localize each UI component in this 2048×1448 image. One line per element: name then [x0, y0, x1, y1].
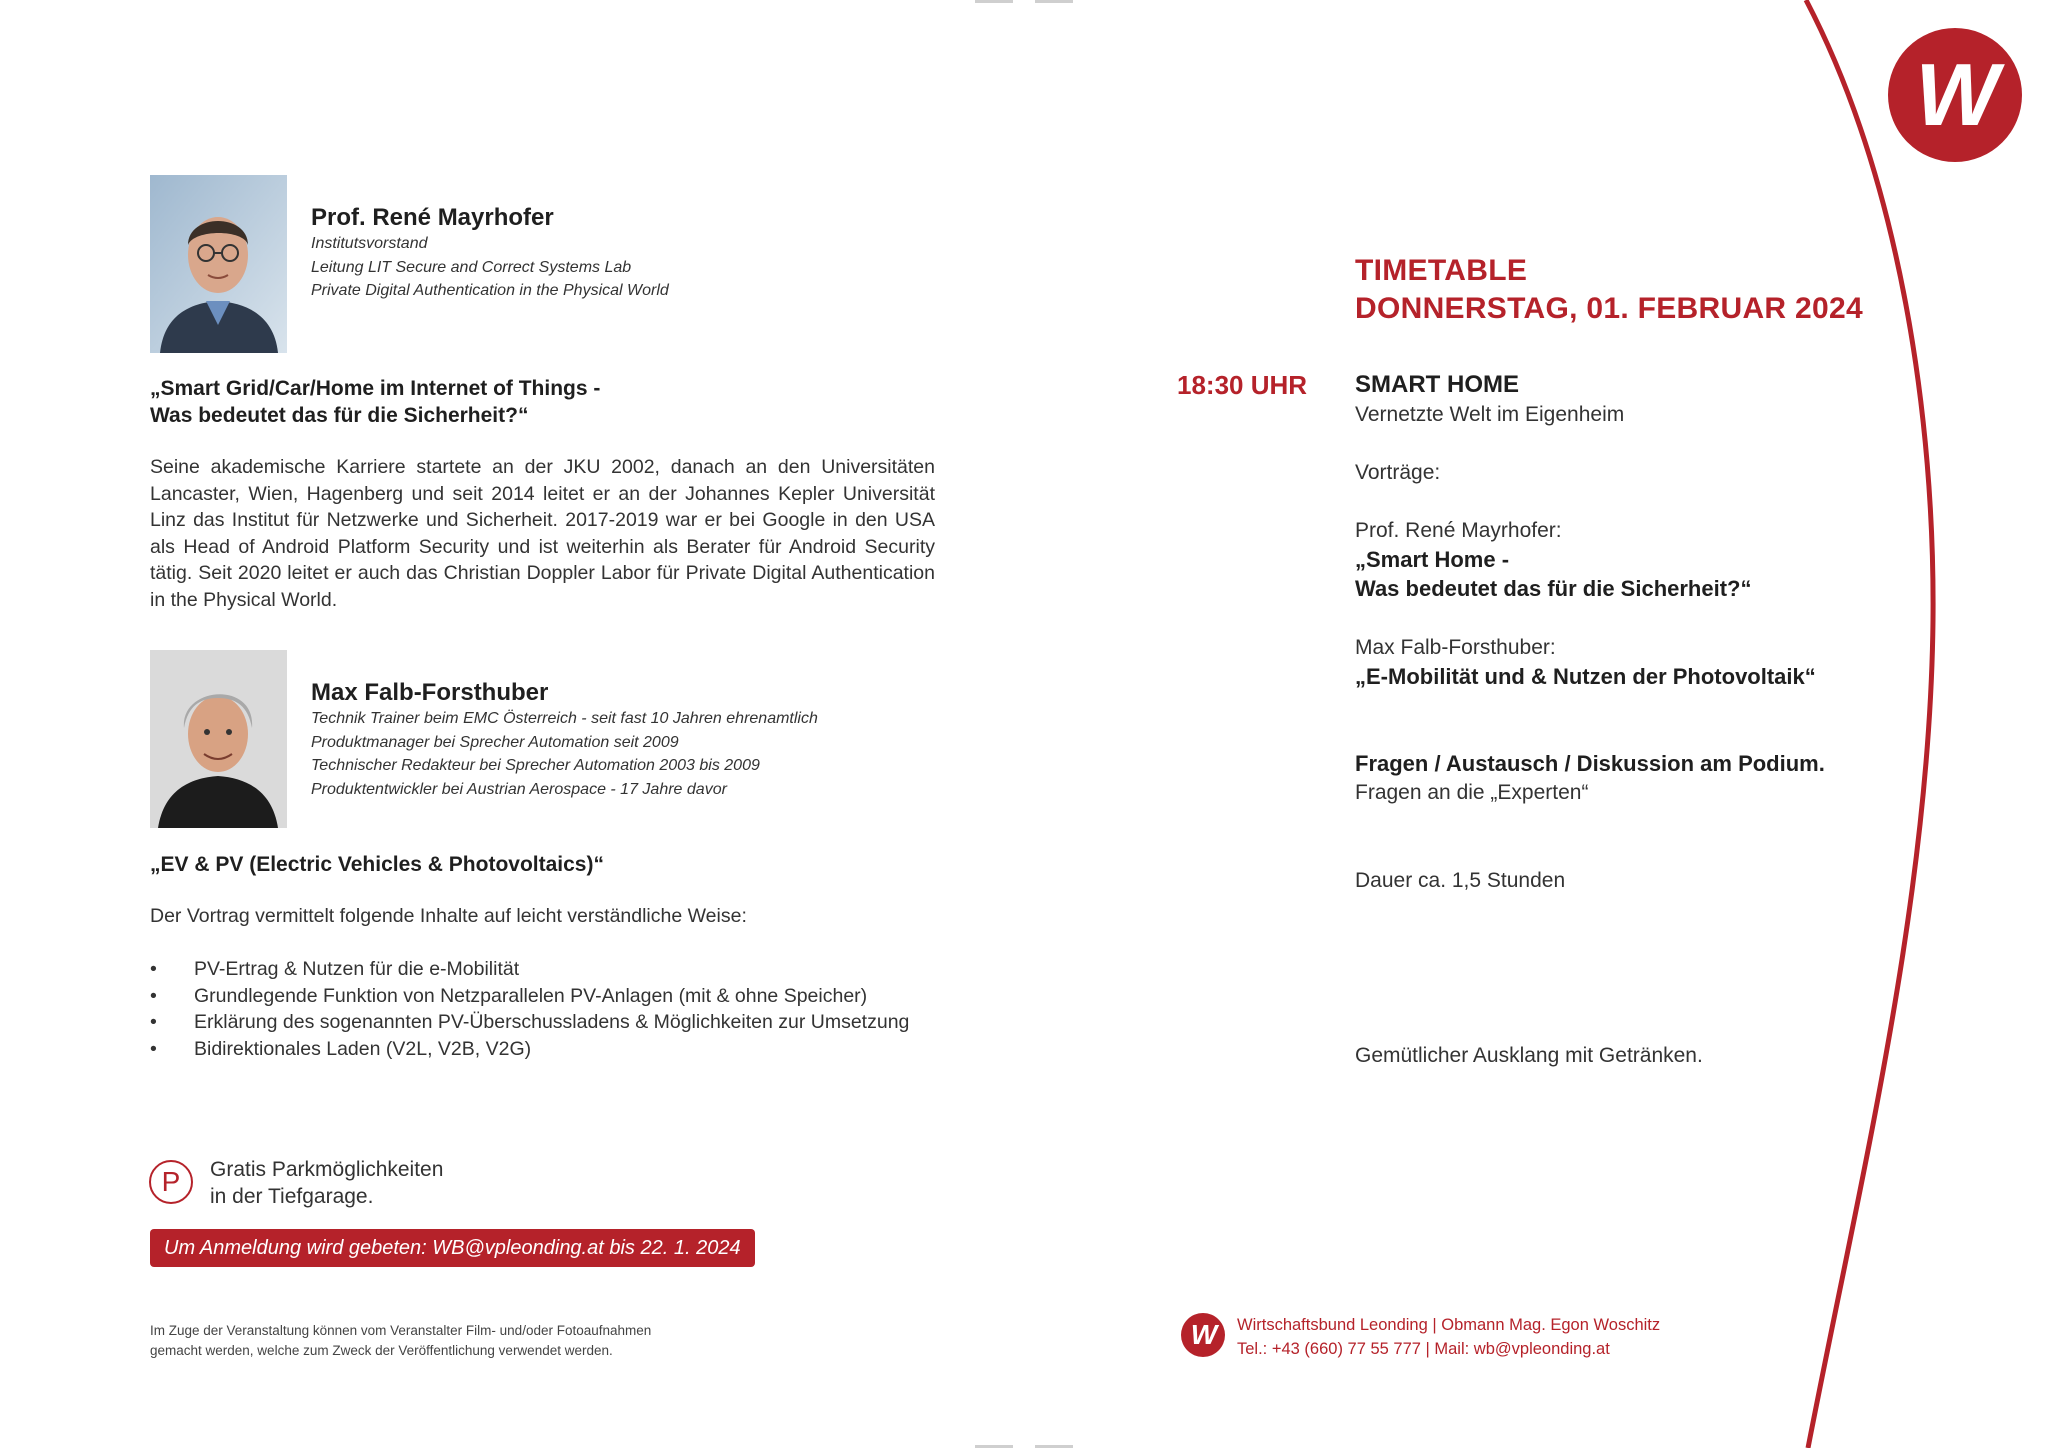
talks-label: Vorträge: — [1355, 461, 1441, 484]
speaker1-talk-title — [150, 375, 600, 429]
speaker2-role: Produktentwickler bei Austrian Aerospace - 17 Jahre davor — [311, 780, 727, 798]
speaker2-intro: Der Vortrag vermittelt folgende Inhalte auf leicht verständliche Weise: — [150, 905, 747, 927]
list-item: • PV-Ertrag & Nutzen für die e-Mobilität — [150, 956, 940, 983]
discussion-subtitle: Fragen an die „Experten“ — [1355, 781, 1589, 804]
timetable-date: DONNERSTAG, 01. FEBRUAR 2024 — [1355, 292, 1863, 325]
parking-icon — [149, 1160, 193, 1204]
speaker1-bio: Seine akademische Karriere startete an der JKU 2002, danach an den Universitäten Lancaster, Wien, Hagenberg und seit 2014 leitet er an der Johannes Kepler Universität Linz das Institut für Netzwerke und Sicherheit. 2017-2019 war er bei Google in den USA als Head of Android Platform Security und ist weiterhin als Berater für Android Security tätig. Seit 2020 leitet er auch das Christian Doppler Labor für Private Digital Authentication in the Physical World. — [150, 456, 935, 611]
footer-logo-icon — [1181, 1313, 1225, 1357]
parking-line: in der Tiefgarage. — [210, 1185, 374, 1208]
list-item: • Grundlegende Funktion von Netzparallelen PV-Anlagen (mit & ohne Speicher) — [150, 983, 940, 1010]
timetable-title: TIMETABLE — [1355, 254, 1528, 287]
event-title: SMART HOME — [1355, 371, 1519, 398]
logo-letter: W — [1915, 45, 1995, 144]
parking-info — [210, 1156, 443, 1210]
talk-title-line: Was bedeutet das für die Sicherheit?“ — [150, 404, 529, 427]
registration-banner: Um Anmeldung wird gebeten: WB@vpleonding.at bis 22. 1. 2024 — [150, 1229, 755, 1267]
parking-letter: P — [161, 1166, 181, 1197]
photo-disclaimer — [150, 1321, 651, 1361]
discussion-title: Fragen / Austausch / Diskussion am Podium. — [1355, 751, 1825, 776]
talk2-speaker: Max Falb-Forsthuber: — [1355, 636, 1556, 659]
speaker2-role: Technischer Redakteur bei Sprecher Automation 2003 bis 2009 — [311, 757, 760, 774]
speaker2-roles — [311, 707, 818, 801]
speaker2-bullet-list — [150, 956, 940, 1062]
timetable-discussion — [1355, 749, 1825, 807]
timetable-heading — [1355, 252, 1863, 328]
footer-line: Tel.: +43 (660) 77 55 777 | Mail: wb@vpleonding.at — [1237, 1340, 1610, 1358]
talk2-title: „E-Mobilität und & Nutzen der Photovoltaik“ — [1355, 664, 1816, 689]
w-logo-icon — [1888, 28, 2022, 162]
event-time: 18:30 UHR — [1177, 370, 1308, 400]
duration: Dauer ca. 1,5 Stunden — [1355, 869, 1566, 892]
timetable-talk1 — [1355, 516, 1751, 603]
speaker1-role: Private Digital Authentication in the Physical World — [311, 282, 669, 299]
list-item: • Bidirektionales Laden (V2L, V2B, V2G) — [150, 1036, 940, 1063]
talk-title-line: „Smart Grid/Car/Home im Internet of Things - — [150, 377, 601, 400]
speaker1-name: Prof. René Mayrhofer — [311, 204, 554, 231]
speaker2-role: Technik Trainer beim EMC Österreich - seit fast 10 Jahren ehrenamtlich — [311, 710, 818, 727]
speaker1-role: Institutsvorstand — [311, 235, 428, 252]
event-subtitle: Vernetzte Welt im Eigenheim — [1355, 403, 1625, 426]
speaker1-roles — [311, 232, 669, 303]
speaker1-photo — [150, 175, 287, 353]
talk1-title: Was bedeutet das für die Sicherheit?“ — [1355, 576, 1752, 601]
talk1-speaker: Prof. René Mayrhofer: — [1355, 519, 1562, 542]
talk1-title: „Smart Home - — [1355, 547, 1510, 572]
speaker1-role: Leitung LIT Secure and Correct Systems Lab — [311, 258, 632, 276]
disclaimer-line: gemacht werden, welche zum Zweck der Veröffentlichung verwendet werden. — [150, 1343, 613, 1358]
timetable-talk2 — [1355, 633, 1816, 691]
parking-line: Gratis Parkmöglichkeiten — [210, 1158, 444, 1181]
list-item: • Erklärung des sogenannten PV-Überschussladens & Möglichkeiten zur Umsetzung — [150, 1009, 940, 1036]
speaker2-role: Produktmanager bei Sprecher Automation seit 2009 — [311, 733, 679, 751]
speaker2-name: Max Falb-Forsthuber — [311, 679, 549, 706]
footer-contact — [1237, 1313, 1660, 1361]
footer-line: Wirtschaftsbund Leonding | Obmann Mag. Egon Woschitz — [1237, 1316, 1661, 1334]
disclaimer-line: Im Zuge der Veranstaltung können vom Veranstalter Film- und/oder Fotoaufnahmen — [150, 1323, 652, 1338]
closing-note: Gemütlicher Ausklang mit Getränken. — [1355, 1044, 1703, 1067]
speaker2-photo — [150, 650, 287, 828]
speaker2-talk-title: „EV & PV (Electric Vehicles & Photovoltaics)“ — [150, 853, 604, 876]
footer-logo-letter: W — [1190, 1319, 1216, 1350]
